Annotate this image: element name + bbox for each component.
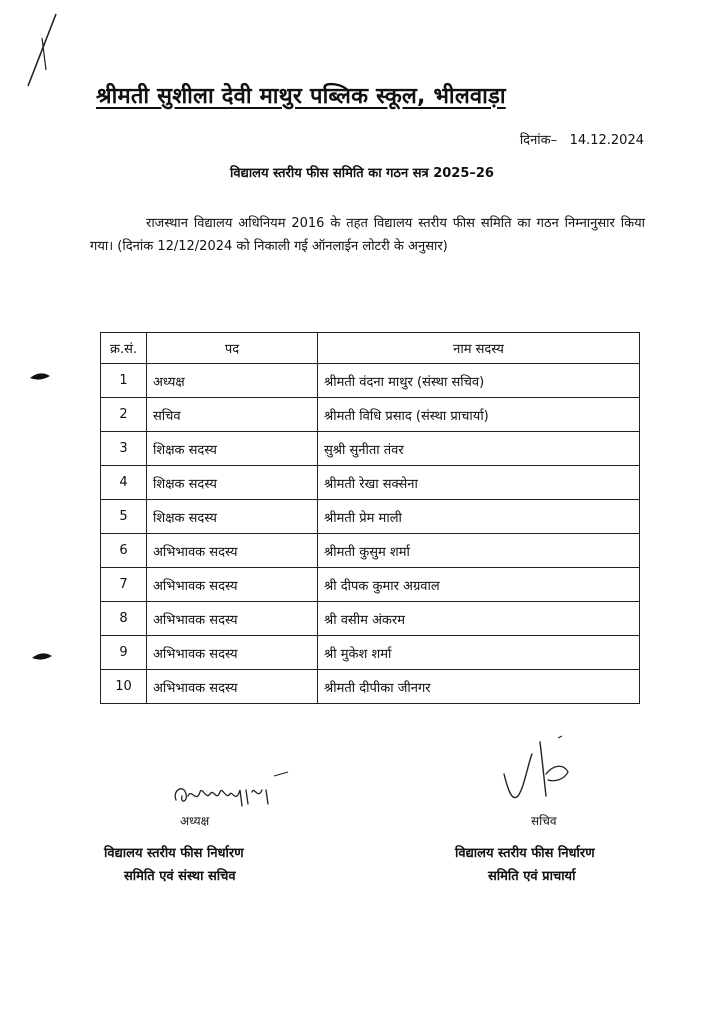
row-post: सचिव [147, 398, 318, 432]
committee-table [100, 332, 640, 704]
row-serial: 8 [101, 602, 147, 636]
table-row [101, 432, 640, 466]
table-row [101, 534, 640, 568]
chairperson-designation-line2: समिति एवं संस्था सचिव [124, 869, 236, 884]
row-member-name: श्रीमती रेखा सक्सेना [318, 466, 640, 500]
table-row [101, 602, 640, 636]
row-post: अध्यक्ष [147, 364, 318, 398]
row-post: अभिभावक सदस्य [147, 534, 318, 568]
table-row [101, 364, 640, 398]
row-member-name: श्री वसीम अंकरम [318, 602, 640, 636]
chairperson-designation-line1: विद्यालय स्तरीय फीस निर्धारण [104, 846, 244, 861]
row-member-name: श्रीमती कुसुम शर्मा [318, 534, 640, 568]
chairperson-signature-icon [170, 770, 290, 814]
header-member-name: नाम सदस्य [318, 333, 640, 364]
row-serial: 6 [101, 534, 147, 568]
date-label: दिनांक– [519, 133, 558, 148]
header-post: पद [147, 333, 318, 364]
row-post: अभिभावक सदस्य [147, 636, 318, 670]
row-serial: 7 [101, 568, 147, 602]
table-row [101, 670, 640, 704]
chairperson-role-label: अध्यक्ष [180, 814, 210, 828]
row-serial: 5 [101, 500, 147, 534]
school-title: श्रीमती सुशीला देवी माथुर पब्लिक स्कूल, भीलवाड़ा [96, 84, 506, 109]
secretary-designation-line1: विद्यालय स्तरीय फीस निर्धारण [455, 846, 595, 861]
row-post: अभिभावक सदस्य [147, 568, 318, 602]
table-row [101, 636, 640, 670]
secretary-signature-icon [498, 734, 578, 806]
row-post: शिक्षक सदस्य [147, 466, 318, 500]
row-member-name: श्रीमती दीपीका जीनगर [318, 670, 640, 704]
row-serial: 3 [101, 432, 147, 466]
body-paragraph: राजस्थान विद्यालय अधिनियम 2016 के तहत विद्यालय स्तरीय फीस समिति का गठन निम्नानुसार किया गया। (दिनांक 12/12/2024 को निकाली गई ऑनलाईन लोटरी के अनुसार) [90, 216, 645, 254]
row-member-name: सुश्री सुनीता तंवर [318, 432, 640, 466]
row-member-name: श्री दीपक कुमार अग्रवाल [318, 568, 640, 602]
row-post: शिक्षक सदस्य [147, 500, 318, 534]
row-serial: 2 [101, 398, 147, 432]
table-row [101, 568, 640, 602]
table-row [101, 466, 640, 500]
row-serial: 4 [101, 466, 147, 500]
row-member-name: श्री मुकेश शर्मा [318, 636, 640, 670]
subject-heading: विद्यालय स्तरीय फीस समिति का गठन सत्र 2025–26 [230, 166, 494, 181]
row-post: शिक्षक सदस्य [147, 432, 318, 466]
row-serial: 1 [101, 364, 147, 398]
punch-mark-icon [28, 370, 52, 384]
row-serial: 9 [101, 636, 147, 670]
corner-pen-mark-icon [22, 12, 62, 92]
header-serial: क्र.सं. [101, 333, 147, 364]
punch-mark-icon [30, 650, 54, 664]
row-member-name: श्रीमती प्रेम माली [318, 500, 640, 534]
row-serial: 10 [101, 670, 147, 704]
row-member-name: श्रीमती विधि प्रसाद (संस्था प्राचार्या) [318, 398, 640, 432]
row-member-name: श्रीमती वंदना माथुर (संस्था सचिव) [318, 364, 640, 398]
row-post: अभिभावक सदस्य [147, 602, 318, 636]
row-post: अभिभावक सदस्य [147, 670, 318, 704]
date-value: 14.12.2024 [569, 133, 644, 148]
table-header-row [101, 333, 640, 364]
table-row [101, 500, 640, 534]
table-row [101, 398, 640, 432]
secretary-role-label: सचिव [531, 814, 557, 828]
secretary-designation-line2: समिति एवं प्राचार्या [488, 869, 576, 884]
date-line [520, 130, 644, 148]
